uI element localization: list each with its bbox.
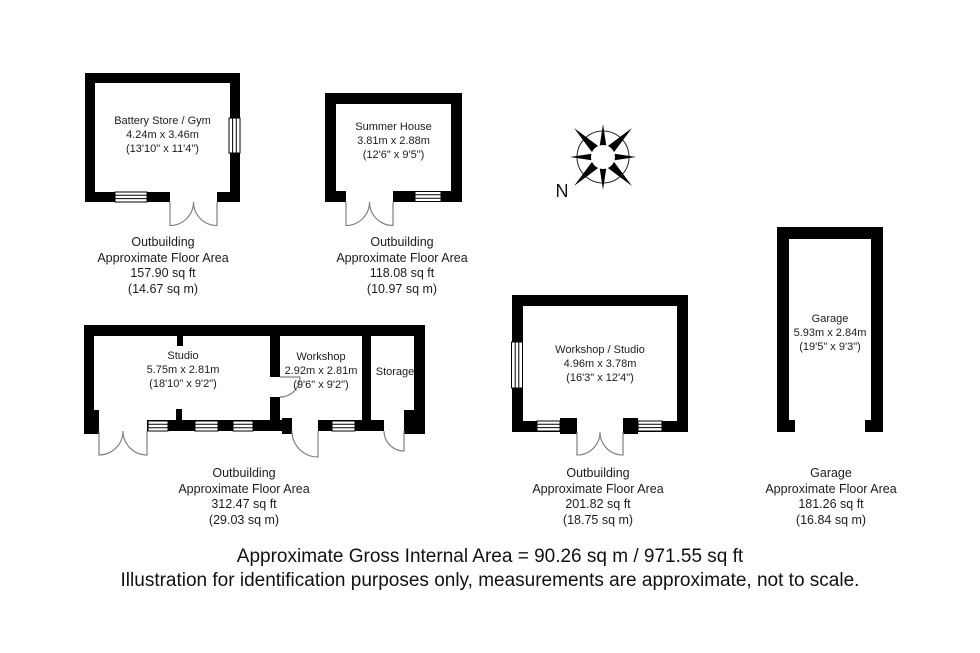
caption-area-m: (14.67 sq m) <box>127 281 199 296</box>
room-dims-imperial: (9'6" x 9'2") <box>293 379 349 391</box>
caption-garage <box>731 466 931 528</box>
window <box>233 421 253 431</box>
double-door-swing <box>577 432 623 455</box>
room-label-battery-store-gym <box>85 114 240 156</box>
door-opening <box>170 191 217 203</box>
window <box>415 192 441 202</box>
door-opening <box>99 419 147 432</box>
gross-internal-area-text: Approximate Gross Internal Area = 90.26 sq m / 971.55 sq ft <box>236 546 744 567</box>
compass-rose <box>570 124 636 190</box>
room-label-summer-house <box>325 120 462 162</box>
double-door-swing <box>170 202 217 226</box>
room-dims-metric: 5.93m x 2.84m <box>793 327 867 339</box>
caption-label: Approximate Floor Area <box>97 250 229 265</box>
door-jamb <box>84 410 99 434</box>
window <box>148 421 168 431</box>
room-dims-metric: 2.92m x 2.81m <box>284 365 358 377</box>
compass-center <box>591 145 615 169</box>
caption-area-ft: 118.08 sq ft <box>369 266 435 280</box>
room-label-studio <box>95 349 271 391</box>
room-name: Battery Store / Gym <box>114 115 211 127</box>
room-dims-imperial: (12'6" x 9'5") <box>362 149 425 161</box>
room-label-storage <box>363 365 427 379</box>
caption-type: Garage <box>810 466 852 480</box>
caption-summer-house <box>302 235 502 297</box>
caption-area-ft: 181.26 sq ft <box>798 497 864 511</box>
wall-stub-top <box>177 336 183 346</box>
disclaimer-text: Illustration for identification purposes only, measurements are approximate, not to scale. <box>120 570 860 591</box>
room-dims-metric: 3.81m x 2.88m <box>357 135 430 147</box>
compass-north-label: N <box>555 181 569 201</box>
caption-area-ft: 201.82 sq ft <box>565 497 631 511</box>
room-dims-metric: 4.96m x 3.78m <box>563 358 637 370</box>
caption-label: Approximate Floor Area <box>336 250 468 265</box>
room-name: Workshop / Studio <box>555 344 645 356</box>
caption-area-ft: 312.47 sq ft <box>211 497 277 511</box>
door-opening <box>384 419 404 432</box>
double-door-swing <box>346 202 393 226</box>
wall-stub-bottom <box>176 409 182 420</box>
room-label-workshop-studio <box>512 343 688 385</box>
caption-area-m: (10.97 sq m) <box>366 281 438 296</box>
caption-label: Approximate Floor Area <box>532 481 664 496</box>
caption-area-m: (29.03 sq m) <box>208 512 280 527</box>
caption-area-ft: 157.90 sq ft <box>130 266 196 280</box>
wall-foot-left <box>777 420 795 432</box>
single-door-swing <box>384 431 404 451</box>
caption-battery-store-gym <box>63 235 263 297</box>
double-door-swing <box>99 431 147 455</box>
caption-type: Outbuilding <box>566 466 630 480</box>
room-dims-imperial: (18'10" x 9'2") <box>149 378 217 390</box>
caption-studio-block <box>144 466 344 528</box>
caption-area-m: (18.75 sq m) <box>562 512 634 527</box>
door-jamb <box>404 410 425 434</box>
window <box>115 192 147 202</box>
caption-type: Outbuilding <box>370 235 434 249</box>
room-dims-imperial: (16'3" x 12'4") <box>566 372 634 384</box>
room-name: Summer House <box>355 121 432 133</box>
room-dims-imperial: (13'10" x 11'4") <box>126 143 199 155</box>
room-name: Storage <box>375 366 415 378</box>
window <box>195 421 218 431</box>
door-jamb <box>282 418 292 434</box>
caption-label: Approximate Floor Area <box>178 481 310 496</box>
room-dims-metric: 4.24m x 3.46m <box>126 129 199 141</box>
door-opening <box>292 419 318 432</box>
single-door-swing <box>292 431 318 457</box>
door-jamb <box>560 418 577 434</box>
window <box>638 421 662 431</box>
window <box>537 421 560 431</box>
room-name: Studio <box>167 350 199 362</box>
room-name: Workshop <box>296 351 346 363</box>
door-opening <box>577 420 623 433</box>
door-opening <box>346 190 393 203</box>
room-name: Garage <box>811 313 849 325</box>
door-jamb <box>623 418 638 434</box>
caption-type: Outbuilding <box>131 235 195 249</box>
caption-workshop-studio <box>498 466 698 528</box>
room-label-garage <box>777 312 883 354</box>
caption-area-m: (16.84 sq m) <box>795 512 867 527</box>
caption-label: Approximate Floor Area <box>765 481 897 496</box>
window <box>332 421 355 431</box>
room-dims-metric: 5.75m x 2.81m <box>146 364 220 376</box>
caption-type: Outbuilding <box>212 466 276 480</box>
wall-foot-right <box>865 420 883 432</box>
room-dims-imperial: (19'5" x 9'3") <box>799 341 861 353</box>
wall-top <box>777 227 883 239</box>
